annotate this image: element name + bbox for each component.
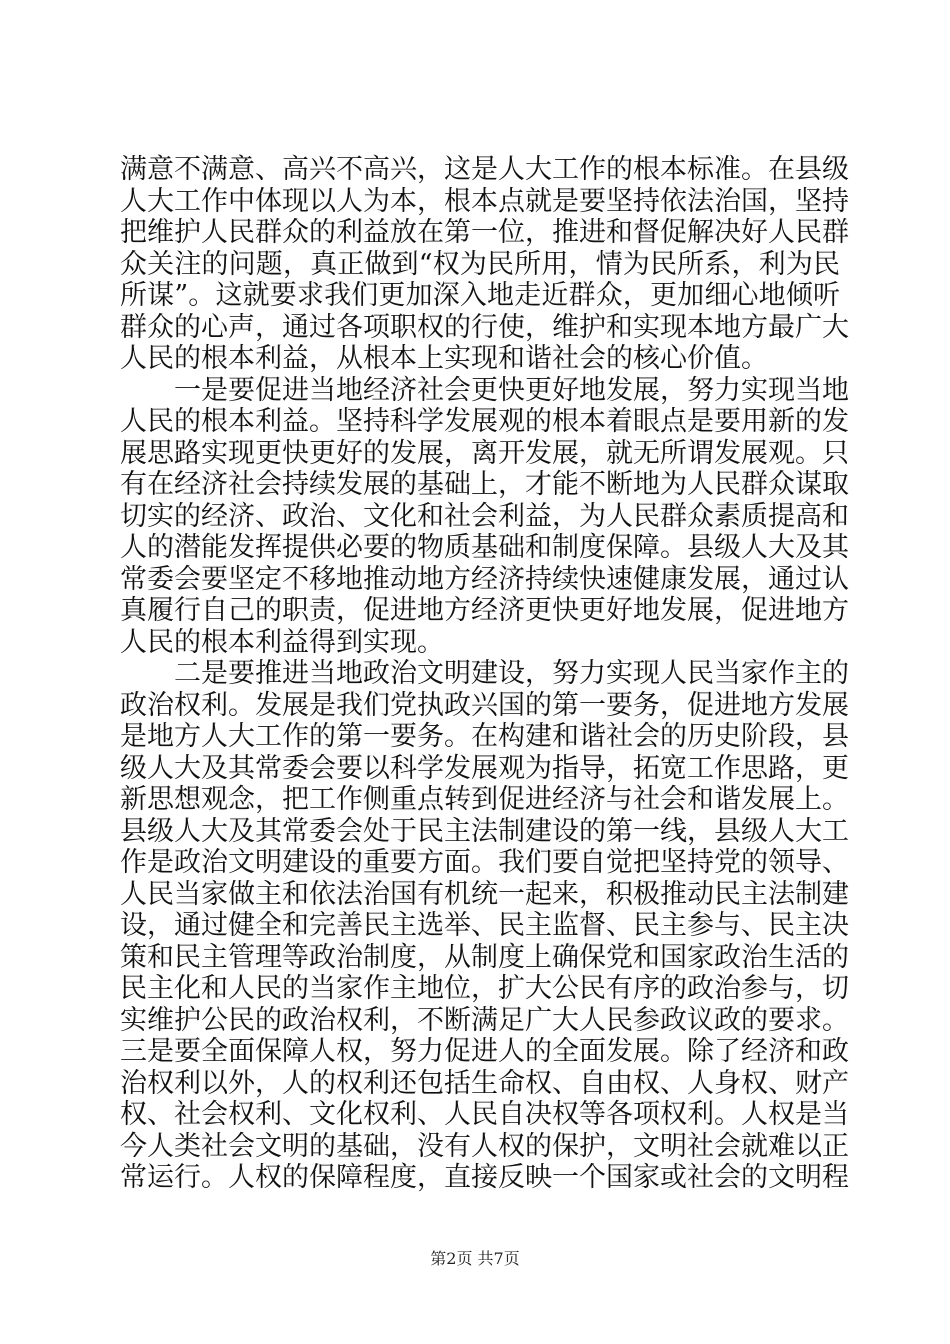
text-line: 设，通过健全和完善民主选举、民主监督、民主参与、民主决 — [120, 910, 849, 941]
text-line: 二是要推进当地政治文明建设，努力实现人民当家作主的 — [120, 658, 849, 689]
text-line: 真履行自己的职责，促进地方经济更快更好地发展，促进地方 — [120, 595, 849, 626]
text-line: 实维护公民的政治权利，不断满足广大人民参政议政的要求。 — [120, 1004, 849, 1036]
text-line: 人大工作中体现以人为本，根本点就是要坚持依法治国，坚持 — [120, 185, 849, 217]
text-line: 所谋”。这就要求我们更加深入地走近群众，更加细心地倾听 — [120, 280, 840, 311]
text-line: 常委会要坚定不移地推动地方经济持续快速健康发展，通过认 — [120, 563, 849, 595]
text-line: 常运行。人权的保障程度，直接反映一个国家或社会的文明程 — [120, 1162, 849, 1193]
text-line: 今人类社会文明的基础，没有人权的保护，文明社会就难以正 — [120, 1130, 849, 1162]
text-line: 满意不满意、高兴不高兴，这是人大工作的根本标准。在县级 — [120, 154, 849, 185]
text-line: 作是政治文明建设的重要方面。我们要自觉把坚持党的领导、 — [120, 847, 849, 878]
text-line: 把维护人民群众的利益放在第一位，推进和督促解决好人民群 — [120, 217, 849, 248]
text-line: 人民的根本利益。坚持科学发展观的根本着眼点是要用新的发 — [120, 406, 849, 437]
text-line: 人的潜能发挥提供必要的物质基础和制度保障。县级人大及其 — [120, 532, 849, 563]
body-text — [120, 154, 849, 1194]
text-line: 策和民主管理等政治制度，从制度上确保党和国家政治生活的 — [120, 941, 849, 973]
text-line: 是地方人大工作的第一要务。在构建和谐社会的历史阶段，县 — [120, 721, 849, 752]
text-line: 县级人大及其常委会处于民主法制建设的第一线，县级人大工 — [120, 815, 849, 847]
text-line: 政治权利。发展是我们党执政兴国的第一要务，促进地方发展 — [120, 689, 849, 721]
text-line: 切实的经济、政治、文化和社会利益，为人民群众素质提高和 — [120, 500, 849, 532]
text-line: 新思想观念，把工作侧重点转到促进经济与社会和谐发展上。 — [120, 784, 849, 815]
text-line: 展思路实现更快更好的发展，离开发展，就无所谓发展观。只 — [120, 437, 849, 469]
text-line: 权、社会权利、文化权利、人民自决权等各项权利。人权是当 — [120, 1099, 849, 1130]
text-line: 治权利以外，人的权利还包括生命权、自由权、人身权、财产 — [120, 1067, 849, 1099]
text-line: 三是要全面保障人权，努力促进人的全面发展。除了经济和政 — [120, 1036, 849, 1067]
text-line: 人民的根本利益，从根本上实现和谐社会的核心价值。 — [120, 343, 768, 374]
text-line: 民主化和人民的当家作主地位，扩大公民有序的政治参与，切 — [120, 973, 849, 1004]
text-line: 有在经济社会持续发展的基础上，才能不断地为人民群众谋取 — [120, 469, 849, 500]
text-line: 一是要促进当地经济社会更快更好地发展，努力实现当地 — [120, 374, 849, 406]
page-footer: 第2页 共7页 — [430, 1249, 520, 1268]
text-line: 人民当家做主和依法治国有机统一起来，积极推动民主法制建 — [120, 878, 849, 910]
text-line: 群众的心声，通过各项职权的行使，维护和实现本地方最广大 — [120, 311, 849, 343]
text-line: 级人大及其常委会要以科学发展观为指导，拓宽工作思路，更 — [120, 752, 849, 784]
text-line: 众关注的问题，真正做到“权为民所用，情为民所系，利为民 — [120, 248, 840, 280]
text-line: 人民的根本利益得到实现。 — [120, 626, 444, 658]
